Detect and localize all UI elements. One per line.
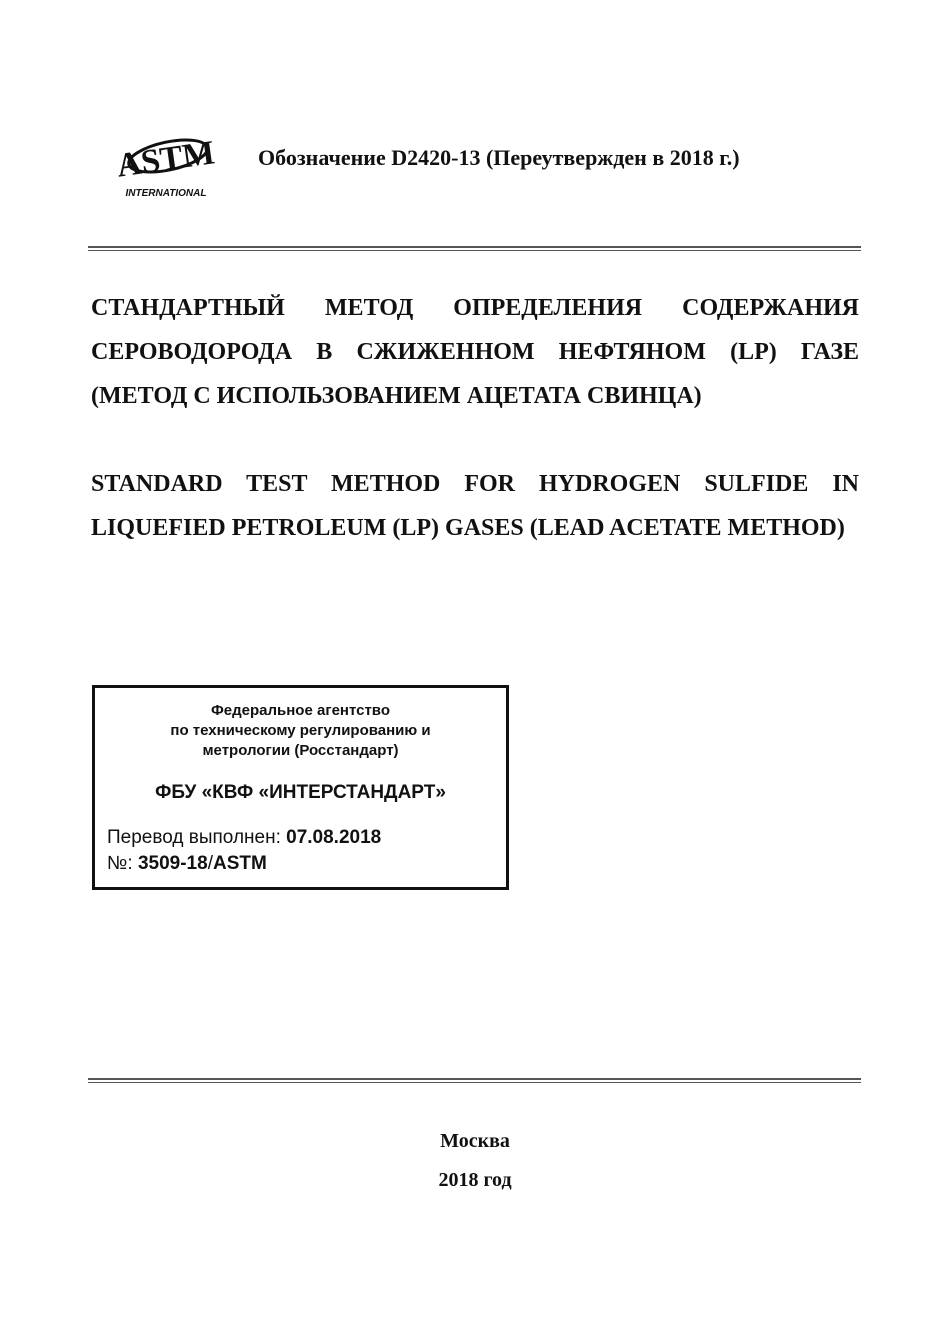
number-separator: / [207, 853, 213, 874]
bottom-divider [88, 1078, 861, 1083]
translation-number [107, 853, 267, 875]
title-russian: СТАНДАРТНЫЙ МЕТОД ОПРЕДЕЛЕНИЯ СОДЕРЖАНИЯ СЕРОВОДОРОДА В СЖИЖЕННОМ НЕФТЯНОМ (LP) ГАЗЕ (МЕТОД С ИСПОЛЬЗОВАНИЕМ АЦЕТАТА СВИНЦА) [91, 295, 859, 409]
logo-text: ASTM [114, 134, 217, 185]
title-english: STANDARD TEST METHOD FOR HYDROGEN SULFIDE IN LIQUEFIED PETROLEUM (LP) GASES (LEAD ACETATE METHOD) [91, 471, 859, 541]
astm-logo [114, 122, 217, 202]
number-suffix: ASTM [212, 853, 267, 874]
document-designation: Обозначение D2420-13 (Переутвержден в 2018 г.) [258, 145, 740, 170]
agency-line-2: по техническому регулированию и [170, 722, 431, 739]
publication-city: Москва [440, 1130, 510, 1152]
translation-date: 07.08.2018 [286, 827, 382, 848]
agency-line-3: метрологии (Росстандарт) [202, 742, 399, 759]
agency-line-1: Федеральное агентство [210, 702, 390, 719]
agency-box [92, 685, 509, 890]
number-label: №: [107, 853, 138, 874]
translation-label: Перевод выполнен: [107, 827, 287, 848]
organization-name: ФБУ «КВФ «ИНТЕРСТАНДАРТ» [155, 782, 446, 803]
logo-subtext: INTERNATIONAL [125, 188, 207, 199]
top-divider [88, 246, 861, 251]
publication-year: 2018 год [438, 1169, 512, 1191]
number-value: 3509-18 [137, 853, 208, 874]
translation-info [107, 827, 381, 849]
